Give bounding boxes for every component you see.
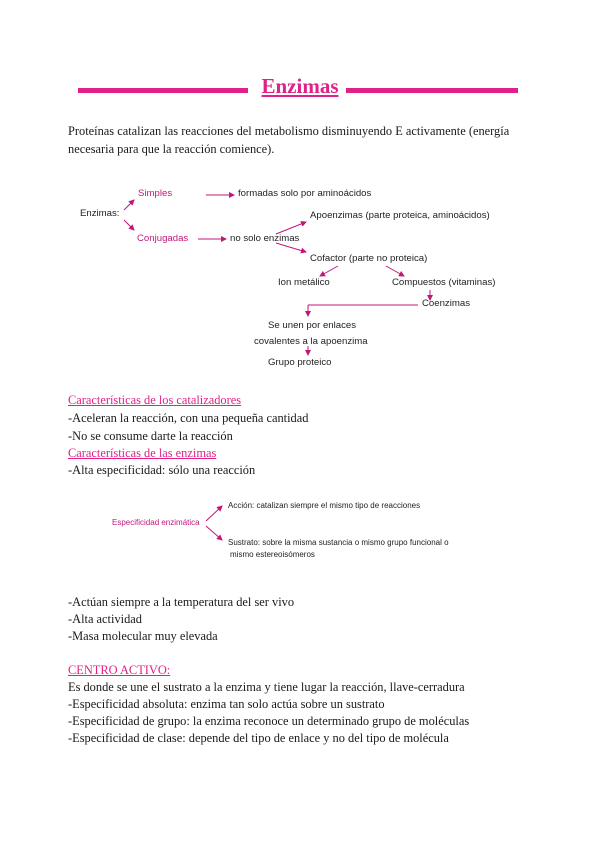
sustrato-label-line2: mismo estereoisómeros: [230, 550, 315, 559]
sustrato-label-line1: Sustrato: sobre la misma sustancia o mismo grupo funcional o: [228, 538, 449, 547]
enzima-item-especificidad: -Alta especificidad: sólo una reacción: [68, 463, 256, 477]
conjugadas-description: no solo enzimas: [230, 233, 300, 244]
simples-label: Simples: [138, 188, 173, 199]
enzimas-root-label: Enzimas:: [80, 208, 120, 219]
arrow-to-sustrato: [206, 526, 222, 540]
arrow-to-compuestos: [386, 266, 404, 276]
page-title: Enzimas: [261, 74, 339, 98]
arrow-to-accion: [206, 506, 222, 521]
ion-metalico-label: Ion metálico: [278, 277, 330, 288]
simples-description: formadas solo por aminoácidos: [238, 188, 372, 199]
enzima-item-temperatura: -Actúan siempre a la temperatura del ser vivo: [68, 595, 295, 609]
conjugadas-label: Conjugadas: [137, 233, 189, 244]
enzima-item-actividad: -Alta actividad: [68, 612, 142, 626]
accion-label: Acción: catalizan siempre el mismo tipo de reacciones: [228, 501, 421, 510]
cofactor-label: Cofactor (parte no proteica): [310, 253, 428, 264]
centro-activo-description: Es donde se une el sustrato a la enzima y tiene lugar la reacción, llave-cerradura: [68, 680, 465, 694]
especificidad-grupo: -Especificidad de grupo: la enzima reconoce un determinado grupo de moléculas: [68, 714, 470, 728]
grupo-proteico-label: Grupo proteico: [268, 357, 332, 368]
heading-centro-activo: CENTRO ACTIVO:: [68, 663, 171, 677]
arrow-to-ion: [320, 266, 338, 276]
arrow-to-conjugadas: [124, 220, 134, 230]
enzima-item-masa: -Masa molecular muy elevada: [68, 629, 218, 643]
coenzimas-label: Coenzimas: [422, 298, 470, 309]
arrow-to-cofactor: [276, 243, 306, 252]
arrow-to-simples: [124, 200, 134, 210]
especificidad-absoluta: -Especificidad absoluta: enzima tan solo actúa sobre un sustrato: [68, 697, 385, 711]
catalizador-item-2: -No se consume darte la reacción: [68, 429, 233, 443]
enlaces-label-line1: Se unen por enlaces: [268, 320, 357, 331]
catalizador-item-1: -Aceleran la reacción, con una pequeña cantidad: [68, 411, 309, 425]
compuestos-label: Compuestos (vitaminas): [392, 277, 496, 288]
apoenzimas-label: Apoenzimas (parte proteica, aminoácidos): [310, 210, 490, 221]
enlaces-label-line2: covalentes a la apoenzima: [254, 336, 368, 347]
heading-enzimas: Características de las enzimas: [68, 446, 217, 460]
especificidad-clase: -Especificidad de clase: depende del tipo de enlace y no del tipo de molécula: [68, 731, 449, 745]
intro-paragraph: Proteínas catalizan las reacciones del metabolismo disminuyendo E activamente (energía necesaria para que la reacción comience).: [68, 124, 510, 156]
especificidad-root-label: Especificidad enzimática: [112, 518, 200, 527]
heading-catalizadores: Características de los catalizadores: [68, 393, 242, 407]
